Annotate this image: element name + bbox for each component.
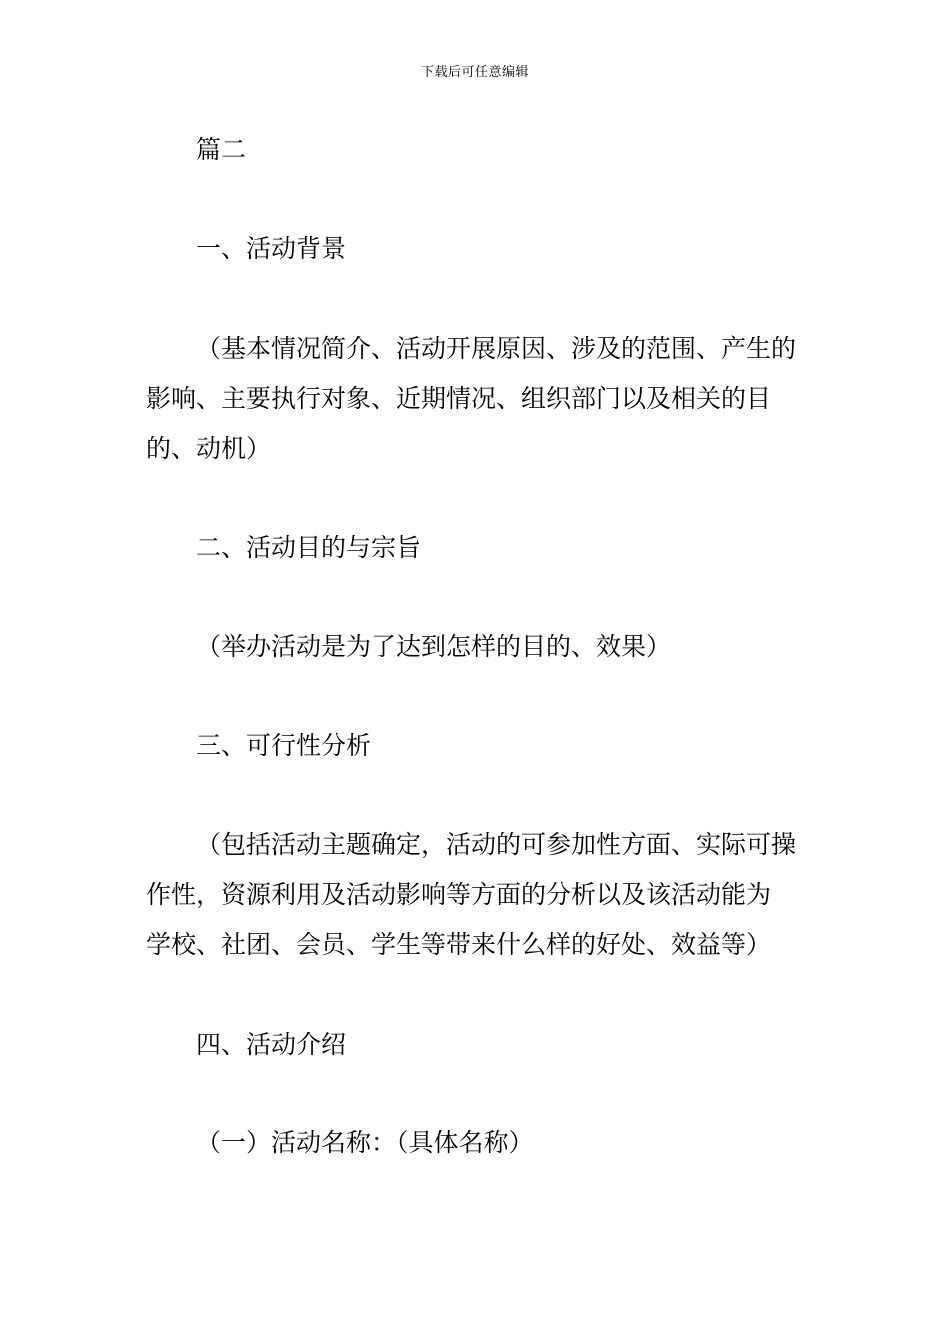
paragraph-line: 作性，资源利用及活动影响等方面的分析以及该活动能为 xyxy=(146,880,772,909)
paragraph-line: （基本情况简介、活动开展原因、涉及的范围、产生的 xyxy=(196,334,797,363)
section-heading-feasibility: 三、可行性分析 xyxy=(196,731,372,760)
paragraph-line: （包括活动主题确定，活动的可参加性方面、实际可操 xyxy=(196,830,797,859)
paragraph-line: 影响、主要执行对象、近期情况、组织部门以及相关的目 xyxy=(146,384,772,413)
page-header-note: 下载后可任意编辑 xyxy=(420,65,529,80)
paragraph-line: （一）活动名称：（具体名称） xyxy=(196,1128,534,1157)
part-title: 篇二 xyxy=(196,135,247,164)
paragraph-line: （举办活动是为了达到怎样的目的、效果） xyxy=(196,632,672,661)
section-heading-background: 一、活动背景 xyxy=(196,234,347,263)
paragraph-line: 的、动机） xyxy=(146,434,272,463)
section-heading-introduction: 四、活动介绍 xyxy=(196,1030,347,1059)
section-heading-purpose: 二、活动目的与宗旨 xyxy=(196,533,422,562)
paragraph-line: 学校、社团、会员、学生等带来什么样的好处、效益等） xyxy=(146,930,772,959)
